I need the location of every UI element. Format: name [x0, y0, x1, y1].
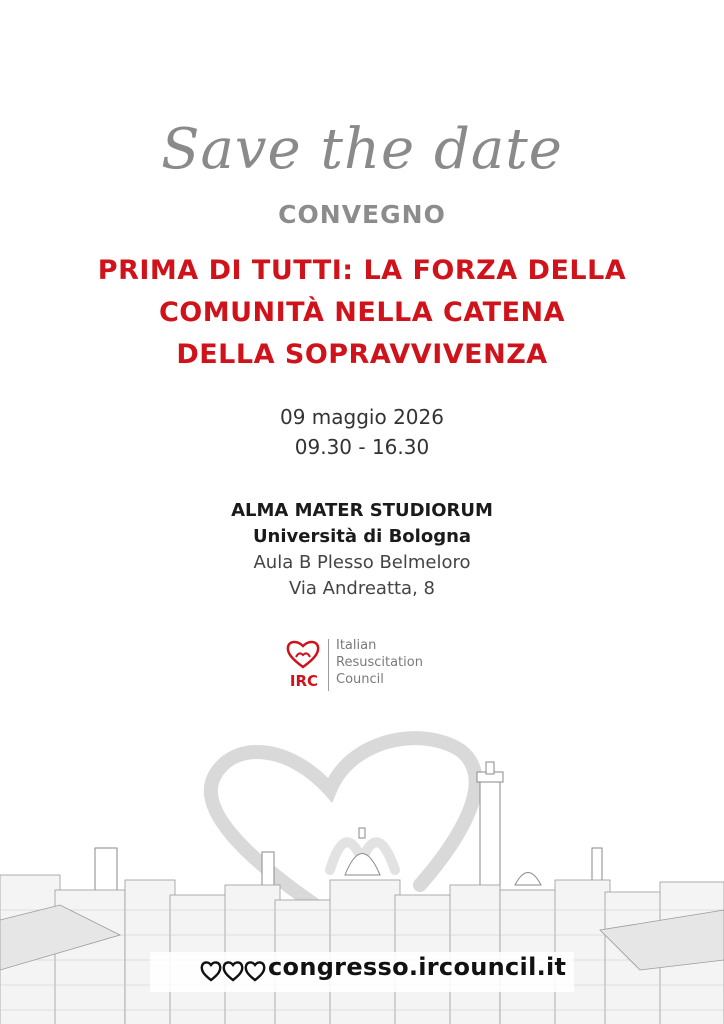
- irc-name-line-3: Council: [336, 672, 384, 687]
- irc-name-line-2: Resuscitation: [336, 655, 423, 670]
- venue-university: Università di Bologna: [252, 526, 472, 547]
- event-datetime: [0, 402, 724, 462]
- event-title-line-1: PRIMA DI TUTTI: LA FORZA DELLA: [97, 255, 627, 286]
- venue-room: Aula B Plesso Belmeloro: [253, 552, 471, 573]
- venue-address: Via Andreatta, 8: [289, 578, 435, 599]
- event-title-line-2: COMUNITÀ NELLA CATENA: [158, 297, 566, 328]
- save-the-date-heading: Save the date: [161, 117, 563, 182]
- heart-hand-icon: [286, 639, 320, 669]
- irc-logo-mark: [284, 637, 322, 693]
- irc-name: [336, 637, 423, 688]
- irc-logo: [284, 637, 464, 697]
- event-title: [40, 250, 684, 376]
- three-hearts-icon: [200, 960, 266, 982]
- irc-acronym: IRC: [289, 672, 319, 690]
- venue-block: [0, 498, 724, 602]
- venue-institution: ALMA MATER STUDIORUM: [231, 500, 493, 521]
- event-time: 09.30 - 16.30: [294, 435, 430, 459]
- logo-divider: [328, 639, 329, 691]
- event-type-label: CONVEGNO: [278, 200, 446, 229]
- event-date: 09 maggio 2026: [280, 405, 444, 429]
- congress-website-link[interactable]: congresso.ircouncil.it: [268, 953, 567, 981]
- irc-name-line-1: Italian: [336, 638, 377, 653]
- event-title-line-3: DELLA SOPRAVVIVENZA: [176, 339, 548, 370]
